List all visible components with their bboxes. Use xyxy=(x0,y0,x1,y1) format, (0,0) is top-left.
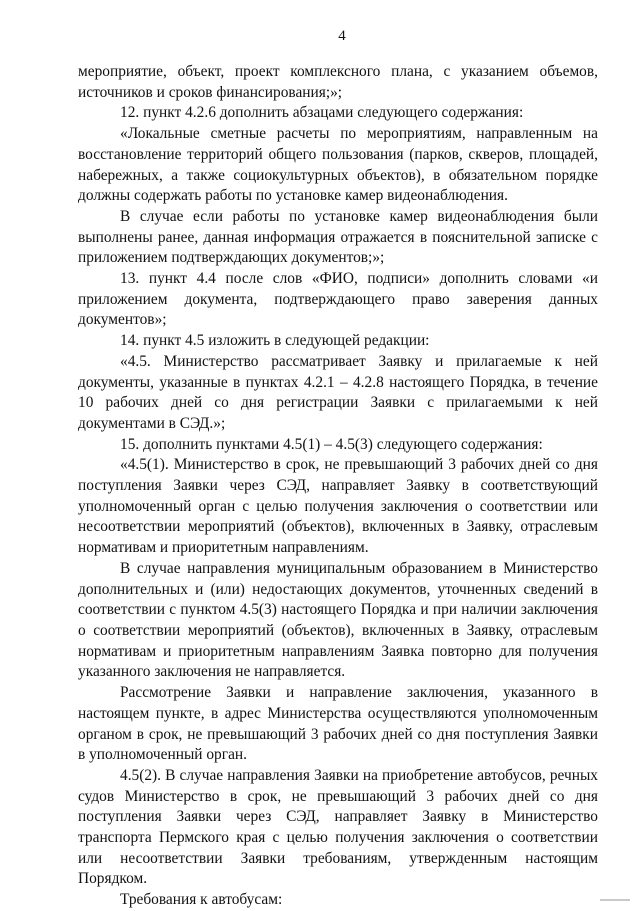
paragraph: 14. пункт 4.5 изложить в следующей редакции: xyxy=(120,332,430,350)
paragraph: «4.5. Министерство рассматривает Заявку и прилагаемые к ней документы, указанные в пунктах 4.2.1 – 4.2.8 настоящего Порядка, в течение 10 рабочих дней со дня регистрации Заявки с прилагаемыми к ней документами в СЭД.»; xyxy=(78,352,598,432)
paragraph: 4.5(2). В случае направления Заявки на приобретение автобусов, речных судов Министерство в срок, не превышающий 3 рабочих дней со дня поступления Заявки через СЭД, направляет Заявку в Министерство транспорта Пермского края с целью получения заключения о соответствии или несоответствии Заявки требованиям, утвержденным настоящим Порядком. xyxy=(78,766,598,888)
paragraph: В случае направления муниципальным образованием в Министерство дополнительных и (или) недостающих документов, уточненных сведений в соответствии с пунктом 4.5(3) настоящего Порядка и при наличии заключения о соответствии мероприятий (объектов), включенных в Заявку, отраслевым нормативам и приоритетным направлениям Заявка повторно для получения указанного заключения не направляется. xyxy=(78,559,598,681)
paragraph: Рассмотрение Заявки и направление заключения, указанного в настоящем пункте, в адрес Министерства осуществляются уполномоченным органом в срок, не превышающий 3 рабочих дней со дня поступления Заявки в уполномоченный орган. xyxy=(78,684,598,764)
paragraph: мероприятие, объект, проект комплексного плана, с указанием объемов, источников и сроков финансирования;»; xyxy=(78,63,598,101)
paragraph: В случае если работы по установке камер видеонаблюдения были выполнены ранее, данная информация отражается в пояснительной записке с приложением подтверждающих документов;»; xyxy=(78,207,598,267)
paragraph: «4.5(1). Министерство в срок, не превышающий 3 рабочих дней со дня поступления Заявки через СЭД, направляет Заявку в соответствующий уполномоченный орган с целью получения заключения о соответствии или несоответствии мероприятий (объектов), включенных в Заявку, отраслевым нормативам и приоритетным направлениям. xyxy=(78,456,598,557)
paragraph: 12. пункт 4.2.6 дополнить абзацами следующего содержания: xyxy=(120,104,524,122)
page-number: 4 xyxy=(338,28,346,44)
paragraph: 13. пункт 4.4 после слов «ФИО, подписи» дополнить словами «и приложением документа, подтверждающего право заверения данных документов»; xyxy=(78,270,598,329)
scan-artifact xyxy=(600,899,630,901)
document-body xyxy=(78,62,598,911)
paragraph: Требования к автобусам: xyxy=(120,891,283,909)
paragraph: 15. дополнить пунктами 4.5(1) – 4.5(3) следующего содержания: xyxy=(120,435,543,453)
paragraph: «Локальные сметные расчеты по мероприятиям, направленным на восстановление территорий общего пользования (парков, скверов, площадей, набережных, а также социокультурных объектов), в обязательном порядке должны содержать работы по установке камер видеонаблюдения. xyxy=(78,125,598,205)
